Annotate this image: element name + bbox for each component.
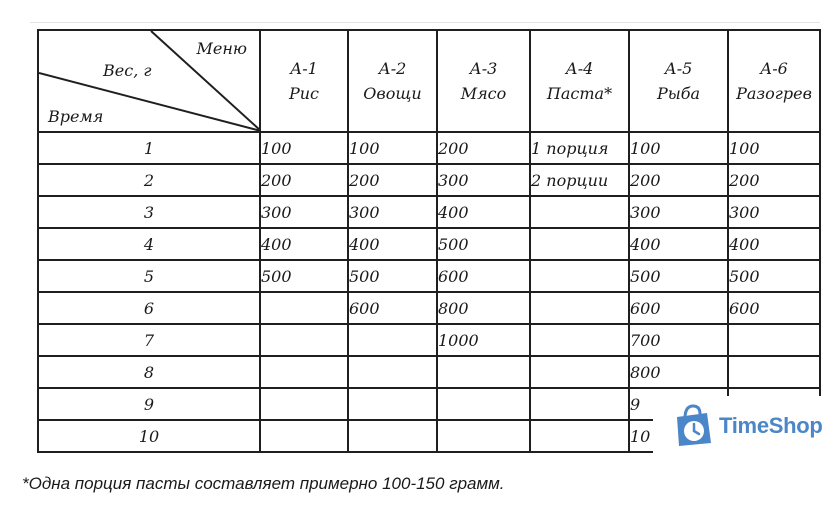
cooking-table <box>37 29 821 453</box>
weight-cell: 100 <box>728 132 820 164</box>
weight-cell <box>437 356 530 388</box>
weight-cell: 300 <box>728 196 820 228</box>
program-name: Рыба <box>656 84 701 103</box>
weight-cell: 1000 <box>437 324 530 356</box>
weight-cell: 600 <box>437 260 530 292</box>
table-row <box>38 196 820 228</box>
program-header <box>728 30 820 132</box>
weight-cell <box>437 420 530 452</box>
corner-menu-label: Меню <box>196 39 247 58</box>
program-code: А-5 <box>664 59 693 78</box>
weight-cell: 800 <box>629 356 728 388</box>
weight-cell: 300 <box>260 196 348 228</box>
row-index: 3 <box>38 196 260 228</box>
row-index: 8 <box>38 356 260 388</box>
weight-cell: 200 <box>629 164 728 196</box>
weight-cell: 400 <box>437 196 530 228</box>
weight-cell: 9 <box>629 388 728 420</box>
weight-cell: 300 <box>348 196 437 228</box>
program-name: Рис <box>288 84 320 103</box>
row-index: 4 <box>38 228 260 260</box>
weight-cell <box>530 292 629 324</box>
weight-cell: 100 <box>348 132 437 164</box>
weight-cell: 600 <box>629 292 728 324</box>
weight-cell <box>260 356 348 388</box>
program-header <box>348 30 437 132</box>
weight-cell <box>530 196 629 228</box>
weight-cell <box>728 356 820 388</box>
weight-cell <box>348 356 437 388</box>
weight-cell: 500 <box>437 228 530 260</box>
weight-cell: 1 порция <box>530 132 629 164</box>
row-index: 10 <box>38 420 260 452</box>
weight-cell <box>260 420 348 452</box>
table-row <box>38 132 820 164</box>
weight-cell <box>530 260 629 292</box>
row-index: 2 <box>38 164 260 196</box>
corner-time-label: Время <box>48 107 104 126</box>
program-code: А-2 <box>378 59 407 78</box>
row-index: 7 <box>38 324 260 356</box>
table-row <box>38 164 820 196</box>
row-index: 1 <box>38 132 260 164</box>
program-header <box>629 30 728 132</box>
program-header <box>530 30 629 132</box>
weight-cell: 400 <box>629 228 728 260</box>
row-index: 9 <box>38 388 260 420</box>
header-row <box>38 30 820 132</box>
weight-cell: 500 <box>728 260 820 292</box>
timeshop-watermark <box>653 396 840 456</box>
weight-cell <box>348 420 437 452</box>
weight-cell: 600 <box>348 292 437 324</box>
program-name: Овощи <box>363 84 422 103</box>
weight-cell: 400 <box>728 228 820 260</box>
weight-cell <box>530 420 629 452</box>
clock-bag-icon <box>669 403 715 449</box>
weight-cell <box>348 388 437 420</box>
program-code: А-1 <box>290 59 318 78</box>
weight-cell <box>348 324 437 356</box>
weight-cell: 600 <box>728 292 820 324</box>
program-code: А-3 <box>469 59 498 78</box>
program-name: Мясо <box>460 84 507 103</box>
weight-cell: 400 <box>260 228 348 260</box>
watermark-text: TimeShop <box>719 413 823 438</box>
program-code: А-4 <box>565 59 594 78</box>
weight-cell: 100 <box>260 132 348 164</box>
program-header <box>437 30 530 132</box>
program-header <box>260 30 348 132</box>
weight-cell: 800 <box>437 292 530 324</box>
weight-cell <box>530 228 629 260</box>
weight-cell: 300 <box>629 196 728 228</box>
top-divider <box>30 22 820 23</box>
weight-cell: 10 <box>629 420 728 452</box>
weight-cell <box>530 388 629 420</box>
weight-cell <box>437 388 530 420</box>
table-row <box>38 228 820 260</box>
weight-cell <box>260 324 348 356</box>
weight-cell: 300 <box>437 164 530 196</box>
table-row <box>38 356 820 388</box>
weight-cell: 100 <box>629 132 728 164</box>
program-name: Паста* <box>546 84 613 103</box>
weight-cell <box>530 356 629 388</box>
table-row <box>38 324 820 356</box>
weight-cell: 200 <box>348 164 437 196</box>
corner-cell <box>38 30 260 132</box>
weight-cell <box>728 324 820 356</box>
weight-cell: 500 <box>629 260 728 292</box>
weight-cell: 500 <box>348 260 437 292</box>
weight-cell <box>260 388 348 420</box>
table-row <box>38 260 820 292</box>
weight-cell: 400 <box>348 228 437 260</box>
table-row <box>38 292 820 324</box>
weight-cell: 2 порции <box>530 164 629 196</box>
weight-cell: 200 <box>437 132 530 164</box>
weight-cell: 500 <box>260 260 348 292</box>
row-index: 6 <box>38 292 260 324</box>
weight-cell <box>530 324 629 356</box>
weight-cell <box>260 292 348 324</box>
row-index: 5 <box>38 260 260 292</box>
weight-cell: 200 <box>260 164 348 196</box>
corner-weight-label: Вес, г <box>103 61 152 80</box>
footnote: *Одна порция пасты составляет примерно 100-150 грамм. <box>22 474 505 493</box>
program-name: Разогрев <box>736 84 812 103</box>
weight-cell: 700 <box>629 324 728 356</box>
program-code: А-6 <box>760 59 788 78</box>
weight-cell: 200 <box>728 164 820 196</box>
